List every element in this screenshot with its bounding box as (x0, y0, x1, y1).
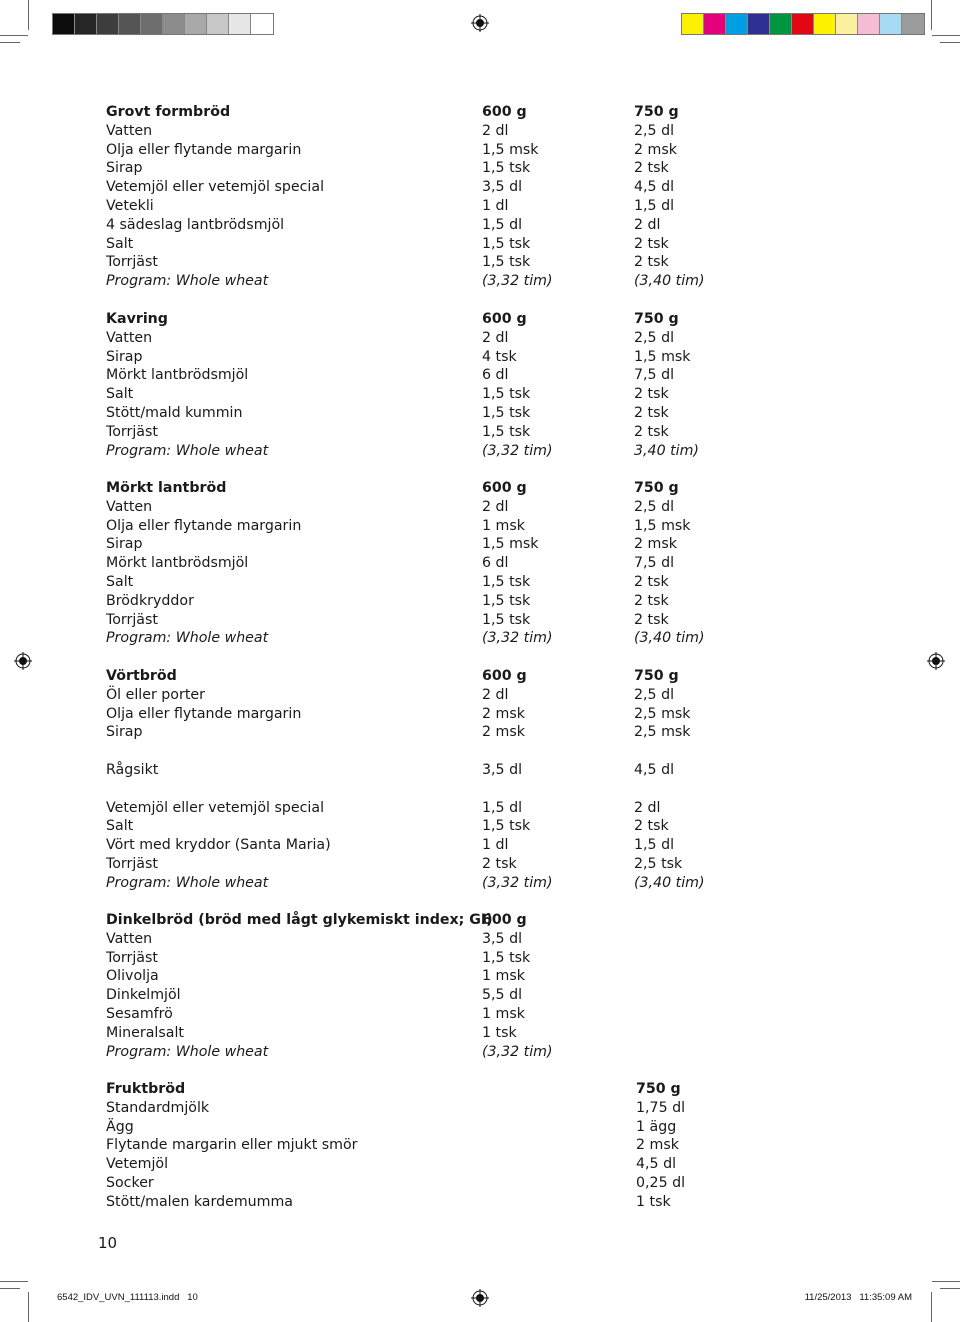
crop-mark (931, 1292, 932, 1322)
color-swatch (704, 14, 726, 34)
program-name: Program: Whole wheat (106, 874, 269, 891)
crop-mark (0, 1288, 20, 1289)
color-swatch (53, 14, 75, 34)
ingredient-row (106, 423, 826, 442)
amount-600: 2 dl (482, 686, 509, 703)
size-750: 750 g (634, 311, 679, 327)
color-swatch (770, 14, 792, 34)
ingredient-row (106, 385, 826, 404)
program-name: Program: Whole wheat (106, 273, 269, 290)
ingredient-name: Olja eller flytande margarin (106, 141, 302, 158)
color-swatch (836, 14, 858, 34)
ingredient-row (106, 967, 826, 986)
amount-750: 2,5 dl (634, 686, 675, 703)
color-swatch (858, 14, 880, 34)
color-swatch (814, 14, 836, 34)
amount-750: 2 tsk (634, 235, 669, 252)
color-swatch (97, 14, 119, 34)
ingredient-name: Olivolja (106, 968, 159, 985)
amount-600: 1,5 dl (482, 216, 523, 233)
ingredient-name: Olja eller flytande margarin (106, 705, 302, 722)
size-600: 600 g (482, 912, 527, 928)
ingredient-row (106, 329, 826, 348)
ingredient-row (106, 592, 826, 611)
amount-750: 2,5 dl (634, 122, 675, 139)
amount-600: 1,5 dl (482, 799, 523, 816)
ingredient-name: Vetekli (106, 197, 154, 214)
amount-600: 3,5 dl (482, 179, 523, 196)
amount-600: 6 dl (482, 555, 509, 572)
ingredient-row (106, 1024, 826, 1043)
size-600: 600 g (482, 311, 527, 327)
recipe-block (106, 103, 826, 291)
ingredient-name: Sirap (106, 348, 143, 365)
registration-mark-icon (471, 1289, 489, 1307)
ingredient-row (106, 498, 826, 517)
ingredient-row (106, 686, 826, 705)
amount-750: 2 msk (636, 1137, 679, 1154)
ingredient-row (106, 348, 826, 367)
program-row (106, 629, 826, 648)
amount-750: 2 tsk (634, 573, 669, 590)
crop-mark (931, 0, 932, 30)
amount-600: 1,5 tsk (482, 949, 531, 966)
program-time-600: (3,32 tim) (482, 874, 553, 891)
ingredient-name: Vatten (106, 122, 153, 139)
ingredient-row (106, 930, 826, 949)
ingredient-name: Brödkryddor (106, 592, 194, 609)
ingredient-name: Standardmjölk (106, 1099, 210, 1116)
ingredient-row (106, 1136, 826, 1155)
size-600: 600 g (482, 480, 527, 496)
recipe-header (106, 1080, 826, 1099)
recipe-title: Fruktbröd (106, 1081, 186, 1097)
color-swatch (229, 14, 251, 34)
ingredient-row (106, 366, 826, 385)
amount-600: 1 dl (482, 837, 509, 854)
program-time-600: (3,32 tim) (482, 273, 553, 290)
crop-mark (940, 42, 960, 43)
amount-750: 1 ägg (636, 1118, 677, 1135)
amount-750: 2 tsk (634, 423, 669, 440)
program-name: Program: Whole wheat (106, 630, 269, 647)
program-name: Program: Whole wheat (106, 1043, 269, 1060)
ingredient-name: Salt (106, 573, 134, 590)
amount-600: 3,5 dl (482, 930, 523, 947)
ingredient-name: Vatten (106, 498, 153, 515)
ingredient-name: Vetemjöl (106, 1156, 169, 1173)
ingredient-row (106, 517, 826, 536)
amount-600: 1,5 tsk (482, 423, 531, 440)
amount-600: 1,5 tsk (482, 592, 531, 609)
program-row (106, 1043, 826, 1062)
ingredient-name: Dinkelmjöl (106, 987, 181, 1004)
registration-mark-icon (927, 652, 945, 670)
ingredient-row (106, 535, 826, 554)
color-swatch (792, 14, 814, 34)
ingredient-name: Stött/mald kummin (106, 404, 243, 421)
recipe-block (106, 667, 826, 893)
ingredient-name: Mörkt lantbrödsmjöl (106, 555, 249, 572)
amount-750: 0,25 dl (636, 1174, 686, 1191)
ingredient-name: Salt (106, 386, 134, 403)
amount-600: 2 dl (482, 122, 509, 139)
color-swatch (748, 14, 770, 34)
size-750: 750 g (634, 668, 679, 684)
recipe-block (106, 310, 826, 460)
recipe-header (106, 479, 826, 498)
program-row (106, 272, 826, 291)
ingredient-name: Salt (106, 235, 134, 252)
amount-600: 1,5 tsk (482, 254, 531, 271)
amount-600: 2 msk (482, 724, 525, 741)
amount-600: 4 tsk (482, 348, 517, 365)
ingredient-name: Vatten (106, 329, 153, 346)
ingredient-row (106, 141, 826, 160)
amount-750: 2 dl (634, 799, 661, 816)
program-name: Program: Whole wheat (106, 442, 269, 459)
amount-750: 2 tsk (634, 160, 669, 177)
amount-750: 2,5 tsk (634, 855, 683, 872)
ingredient-name: Flytande margarin eller mjukt smör (106, 1137, 358, 1154)
ingredient-name: 4 sädeslag lantbrödsmjöl (106, 216, 285, 233)
amount-750: 1,5 msk (634, 348, 691, 365)
size-600: 600 g (482, 104, 527, 120)
crop-mark (0, 42, 20, 43)
ingredient-row (106, 253, 826, 272)
program-row (106, 874, 826, 893)
ingredient-row (106, 554, 826, 573)
ingredient-row (106, 1118, 826, 1137)
ingredient-name: Mineralsalt (106, 1024, 184, 1041)
page-number: 10 (98, 1234, 118, 1252)
registration-mark-icon (471, 14, 489, 32)
ingredient-name: Sirap (106, 724, 143, 741)
recipe-header (106, 911, 826, 930)
ingredient-row (106, 723, 826, 742)
amount-750: 2 tsk (634, 818, 669, 835)
amount-600: 2 msk (482, 705, 525, 722)
amount-600: 2 dl (482, 329, 509, 346)
program-row (106, 442, 826, 461)
cmyk-color-bar (681, 13, 925, 35)
amount-600: 1 msk (482, 1005, 525, 1022)
recipe-block (106, 479, 826, 648)
amount-750: 2 tsk (634, 254, 669, 271)
ingredient-name: Öl eller porter (106, 686, 205, 703)
amount-750: 2,5 msk (634, 724, 691, 741)
ingredient-row (106, 197, 826, 216)
amount-600: 1,5 msk (482, 536, 539, 553)
ingredient-row (106, 404, 826, 423)
program-time-600: (3,32 tim) (482, 442, 553, 459)
amount-600: 6 dl (482, 367, 509, 384)
amount-750: 2,5 dl (634, 329, 675, 346)
ingredient-name: Socker (106, 1174, 154, 1191)
amount-750: 2 msk (634, 141, 677, 158)
ingredient-row (106, 799, 826, 818)
ingredient-row (106, 235, 826, 254)
program-time-600: (3,32 tim) (482, 630, 553, 647)
color-swatch (726, 14, 748, 34)
amount-750: 4,5 dl (636, 1156, 677, 1173)
program-time-750: 3,40 tim) (634, 442, 699, 459)
footer-timestamp: 11/25/2013 11:35:09 AM (804, 1292, 912, 1303)
ingredient-name: Salt (106, 818, 134, 835)
amount-600: 1,5 msk (482, 141, 539, 158)
ingredient-row (106, 611, 826, 630)
ingredient-name: Sesamfrö (106, 1005, 173, 1022)
crop-mark (932, 1281, 960, 1282)
color-swatch (119, 14, 141, 34)
amount-600: 1,5 tsk (482, 573, 531, 590)
registration-mark-icon (14, 652, 32, 670)
amount-750: 1 tsk (636, 1193, 671, 1210)
ingredient-name: Sirap (106, 536, 143, 553)
recipe-title: Dinkelbröd (bröd med lågt glykemiskt index; GI) (106, 912, 493, 928)
footer-file-name: 6542_IDV_UVN_111113.indd 10 (57, 1292, 198, 1303)
amount-750: 2 tsk (634, 404, 669, 421)
ingredient-name: Torrjäst (106, 855, 158, 872)
amount-600: 2 tsk (482, 855, 517, 872)
ingredient-name: Vetemjöl eller vetemjöl special (106, 799, 325, 816)
ingredient-row (106, 1099, 826, 1118)
amount-600: 1 dl (482, 197, 509, 214)
ingredient-row (106, 855, 826, 874)
amount-600: 1,5 tsk (482, 404, 531, 421)
amount-600: 1 msk (482, 517, 525, 534)
color-swatch (880, 14, 902, 34)
ingredient-row (106, 817, 826, 836)
color-swatch (251, 14, 273, 34)
ingredient-row (106, 1193, 826, 1212)
ingredient-row (106, 742, 826, 761)
amount-600: 1 msk (482, 968, 525, 985)
ingredient-name: Torrjäst (106, 611, 158, 628)
amount-750: 2 tsk (634, 386, 669, 403)
ingredient-name: Olja eller flytande margarin (106, 517, 302, 534)
crop-mark (0, 35, 28, 36)
size-600: 600 g (482, 668, 527, 684)
amount-750: 4,5 dl (634, 179, 675, 196)
ingredient-name: Vört med kryddor (Santa Maria) (106, 837, 331, 854)
ingredient-row (106, 1174, 826, 1193)
size-750: 750 g (634, 480, 679, 496)
ingredient-name: Torrjäst (106, 423, 158, 440)
ingredient-row (106, 836, 826, 855)
amount-600: 1,5 tsk (482, 818, 531, 835)
amount-600: 1,5 tsk (482, 611, 531, 628)
ingredient-name: Rågsikt (106, 761, 159, 778)
recipe-title: Kavring (106, 311, 168, 327)
amount-750: 7,5 dl (634, 367, 675, 384)
ingredient-row (106, 122, 826, 141)
amount-750: 2 tsk (634, 611, 669, 628)
crop-mark (28, 1292, 29, 1322)
amount-750: 1,75 dl (636, 1099, 686, 1116)
ingredient-row (106, 1005, 826, 1024)
color-swatch (75, 14, 97, 34)
program-time-750: (3,40 tim) (634, 874, 705, 891)
ingredient-row (106, 986, 826, 1005)
crop-mark (28, 0, 29, 30)
amount-600: 2 dl (482, 498, 509, 515)
recipe-block (106, 911, 826, 1061)
ingredient-row (106, 705, 826, 724)
amount-750: 2,5 dl (634, 498, 675, 515)
amount-750: 1,5 dl (634, 197, 675, 214)
color-swatch (141, 14, 163, 34)
amount-750: 7,5 dl (634, 555, 675, 572)
crop-mark (0, 1281, 28, 1282)
amount-600: 3,5 dl (482, 761, 523, 778)
program-time-600: (3,32 tim) (482, 1043, 553, 1060)
amount-750: 4,5 dl (634, 761, 675, 778)
ingredient-row (106, 761, 826, 780)
amount-600: 5,5 dl (482, 987, 523, 1004)
amount-600: 1,5 tsk (482, 160, 531, 177)
ingredient-row (106, 780, 826, 799)
size-750: 750 g (636, 1081, 681, 1097)
crop-mark (940, 1288, 960, 1289)
size-750: 750 g (634, 104, 679, 120)
ingredient-row (106, 1155, 826, 1174)
color-swatch (207, 14, 229, 34)
color-swatch (902, 14, 924, 34)
ingredient-row (106, 949, 826, 968)
crop-mark (932, 35, 960, 36)
recipe-title: Mörkt lantbröd (106, 480, 227, 496)
recipe-block (106, 1080, 826, 1212)
amount-750: 2,5 msk (634, 705, 691, 722)
recipe-header (106, 310, 826, 329)
color-swatch (163, 14, 185, 34)
amount-750: 1,5 msk (634, 517, 691, 534)
amount-750: 2 dl (634, 216, 661, 233)
color-swatch (185, 14, 207, 34)
amount-750: 2 tsk (634, 592, 669, 609)
amount-750: 2 msk (634, 536, 677, 553)
color-swatch (682, 14, 704, 34)
amount-600: 1,5 tsk (482, 235, 531, 252)
ingredient-row (106, 159, 826, 178)
gray-color-bar (52, 13, 274, 35)
amount-600: 1 tsk (482, 1024, 517, 1041)
ingredient-name: Torrjäst (106, 949, 158, 966)
ingredient-name: Sirap (106, 160, 143, 177)
ingredient-row (106, 178, 826, 197)
ingredient-row (106, 216, 826, 235)
amount-750: 1,5 dl (634, 837, 675, 854)
recipe-header (106, 103, 826, 122)
ingredient-name: Stött/malen kardemumma (106, 1193, 293, 1210)
program-time-750: (3,40 tim) (634, 630, 705, 647)
recipe-header (106, 667, 826, 686)
ingredient-name: Ägg (106, 1118, 134, 1135)
recipe-title: Vörtbröd (106, 668, 177, 684)
ingredient-row (106, 573, 826, 592)
ingredient-name: Vetemjöl eller vetemjöl special (106, 179, 325, 196)
recipe-title: Grovt formbröd (106, 104, 231, 120)
ingredient-name: Vatten (106, 930, 153, 947)
program-time-750: (3,40 tim) (634, 273, 705, 290)
amount-600: 1,5 tsk (482, 386, 531, 403)
ingredient-name: Mörkt lantbrödsmjöl (106, 367, 249, 384)
ingredient-name: Torrjäst (106, 254, 158, 271)
